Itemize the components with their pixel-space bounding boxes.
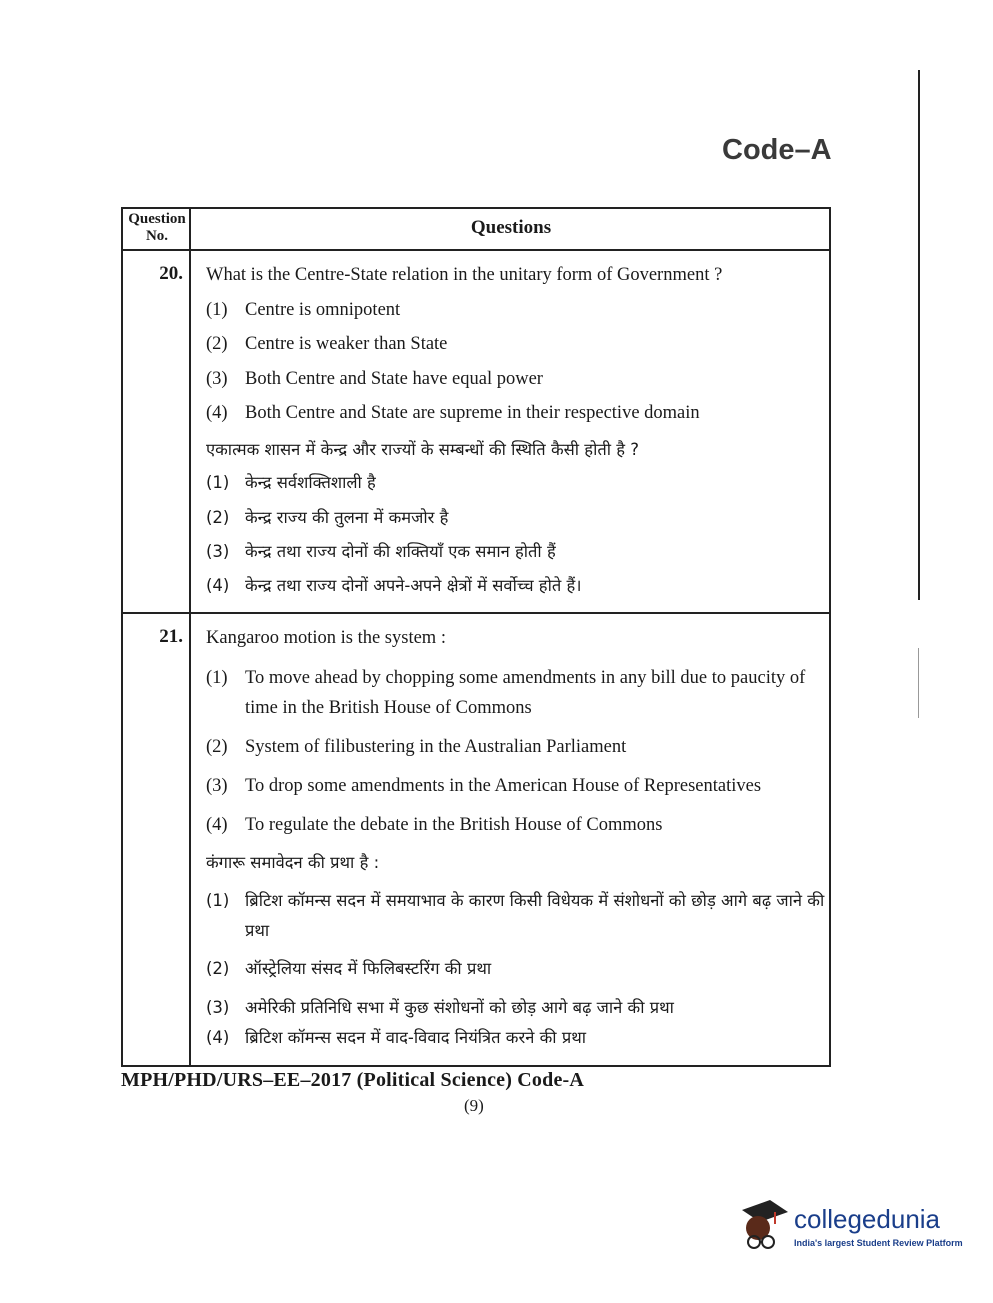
- question-text-hi: कंगारू समावेदन की प्रथा है :: [206, 853, 380, 872]
- option-hi: (1) केन्द्र सर्वशक्तिशाली है: [206, 473, 376, 492]
- column-divider: [189, 209, 191, 1065]
- option-en: (1) To move ahead by chopping some amendments in any bill due to paucity of time in the British House of Commons: [206, 668, 806, 718]
- paper-code: Code–A: [722, 134, 832, 166]
- option-hi: (2) केन्द्र राज्य की तुलना में कमजोर है: [206, 508, 449, 527]
- option-en: (4) To regulate the debate in the British House of Commons: [206, 815, 663, 835]
- option-hi: (4) ब्रिटिश कॉमन्स सदन में वाद-विवाद नियंत्रित करने की प्रथा: [206, 1028, 587, 1047]
- page-number: (9): [464, 1096, 484, 1115]
- collegedunia-logo: [734, 1196, 964, 1256]
- option-hi: (2) ऑस्ट्रेलिया संसद में फिलिबस्टरिंग की प्रथा: [206, 959, 492, 978]
- question-text-en: What is the Centre-State relation in the unitary form of Government ?: [206, 265, 723, 285]
- question-text-hi: एकात्मक शासन में केन्द्र और राज्यों के सम्बन्धों की स्थिति कैसी होती है ?: [206, 440, 640, 459]
- question-no-header: Question No.: [128, 211, 186, 244]
- option-en: (2) Centre is weaker than State: [206, 334, 448, 354]
- margin-rule-lower: [918, 648, 919, 718]
- header-divider: [123, 249, 829, 251]
- option-en: (2) System of filibustering in the Australian Parliament: [206, 737, 627, 757]
- logo-name: collegedunia: [794, 1204, 941, 1234]
- questions-header: Questions: [470, 217, 552, 238]
- question-text-en: Kangaroo motion is the system :: [206, 628, 446, 648]
- margin-rule: [918, 70, 920, 600]
- logo-tagline: India's largest Student Review Platform: [794, 1238, 963, 1248]
- option-en: (1) Centre is omnipotent: [206, 300, 401, 320]
- option-hi: (3) केन्द्र तथा राज्य दोनों की शक्तियाँ एक समान होती हैं: [206, 542, 556, 561]
- mascot-icon: [734, 1196, 792, 1256]
- option-hi: (4) केन्द्र तथा राज्य दोनों अपने-अपने क्षेत्रों में सर्वोच्च होते हैं।: [206, 576, 582, 595]
- question-number: 20.: [159, 263, 183, 284]
- option-hi: (3) अमेरिकी प्रतिनिधि सभा में कुछ संशोधनों को छोड़ आगे बढ़ जाने की प्रथा: [206, 998, 674, 1017]
- paper-footer: MPH/PHD/URS–EE–2017 (Political Science) Code-A: [121, 1069, 585, 1091]
- option-en: (3) To drop some amendments in the American House of Representatives: [206, 776, 762, 796]
- option-en: (3) Both Centre and State have equal power: [206, 369, 543, 389]
- question-number: 21.: [159, 626, 183, 647]
- row-divider: [123, 612, 829, 614]
- questions-table: [121, 207, 831, 1067]
- option-hi: (1) ब्रिटिश कॉमन्स सदन में समयाभाव के कारण किसी विधेयक में संशोधनों को छोड़ आगे बढ़ जाने की प्रथा: [206, 891, 825, 940]
- option-en: (4) Both Centre and State are supreme in their respective domain: [206, 403, 700, 423]
